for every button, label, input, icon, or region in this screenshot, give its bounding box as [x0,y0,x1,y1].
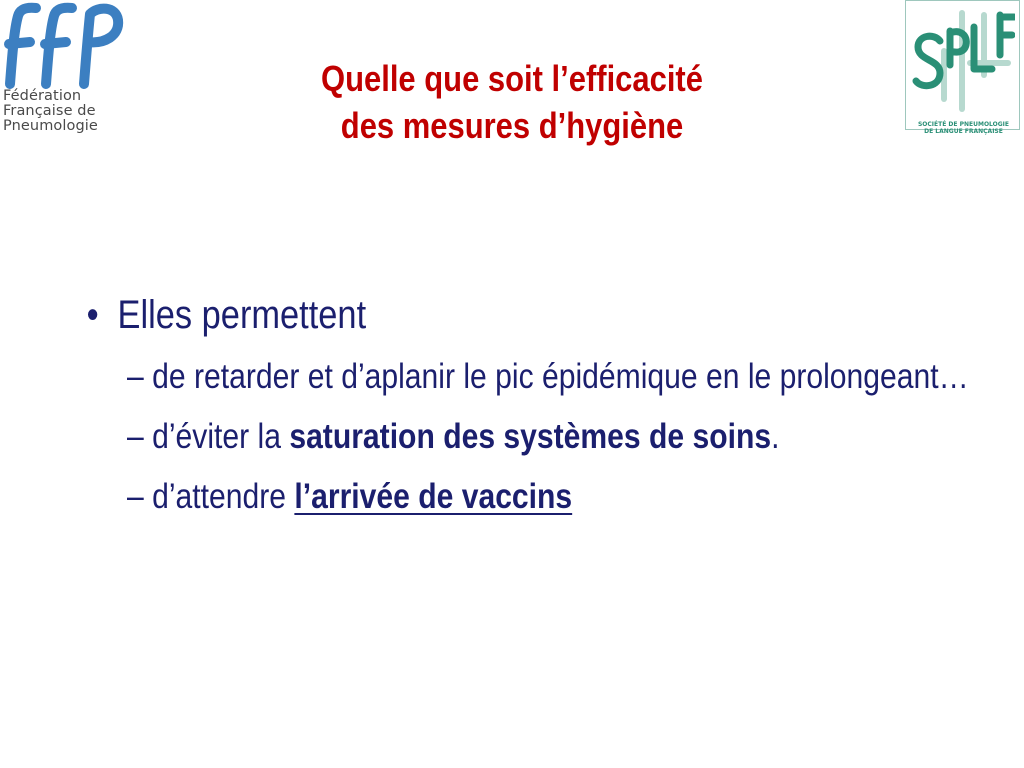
subpoint-2 [78,414,852,459]
ffp-name [3,89,98,134]
slide-title-line-1: Quelle que soit l’efficacité [321,58,703,99]
subpoint-3 [78,474,852,519]
splf-name-line-2: DE LANGUE FRANÇAISE [924,128,1003,135]
splf-logo-mark [910,5,1015,113]
splf-name-line-1: SOCIÉTÉ DE PNEUMOLOGIE [917,121,1010,128]
ffp-name-line-1: Fédération [3,88,82,104]
splf-name [906,121,1021,135]
slide-body [78,290,969,519]
bullet-marker: • [86,293,99,337]
subpoint-1-dash: – [127,357,144,396]
ffp-name-line-2: Française de [3,103,96,119]
bullet-text: Elles permettent [117,293,367,337]
subpoint-2-prefix: d’éviter la [152,417,290,456]
splf-logo [905,0,1020,135]
subpoint-1 [78,354,989,399]
slide-title-line-2: des mesures d’hygiène [340,105,684,146]
subpoint-3-dash: – [127,477,144,516]
subpoint-2-dash: – [127,417,144,456]
subpoint-3-emphasis: l’arrivée de vaccins [294,477,573,516]
subpoint-3-prefix: d’attendre [152,477,295,516]
ffp-logo-mark [2,0,124,90]
subpoint-2-emphasis: saturation des systèmes de soins [289,417,772,456]
ffp-logo [0,0,130,140]
ffp-name-line-3: Pneumologie [3,118,98,134]
bullet-item [78,290,852,340]
slide-title [201,55,824,149]
subpoint-1-text: de retarder et d’aplanir le pic épidémique en le prolongeant… [152,357,969,396]
subpoint-2-suffix: . [771,417,780,456]
